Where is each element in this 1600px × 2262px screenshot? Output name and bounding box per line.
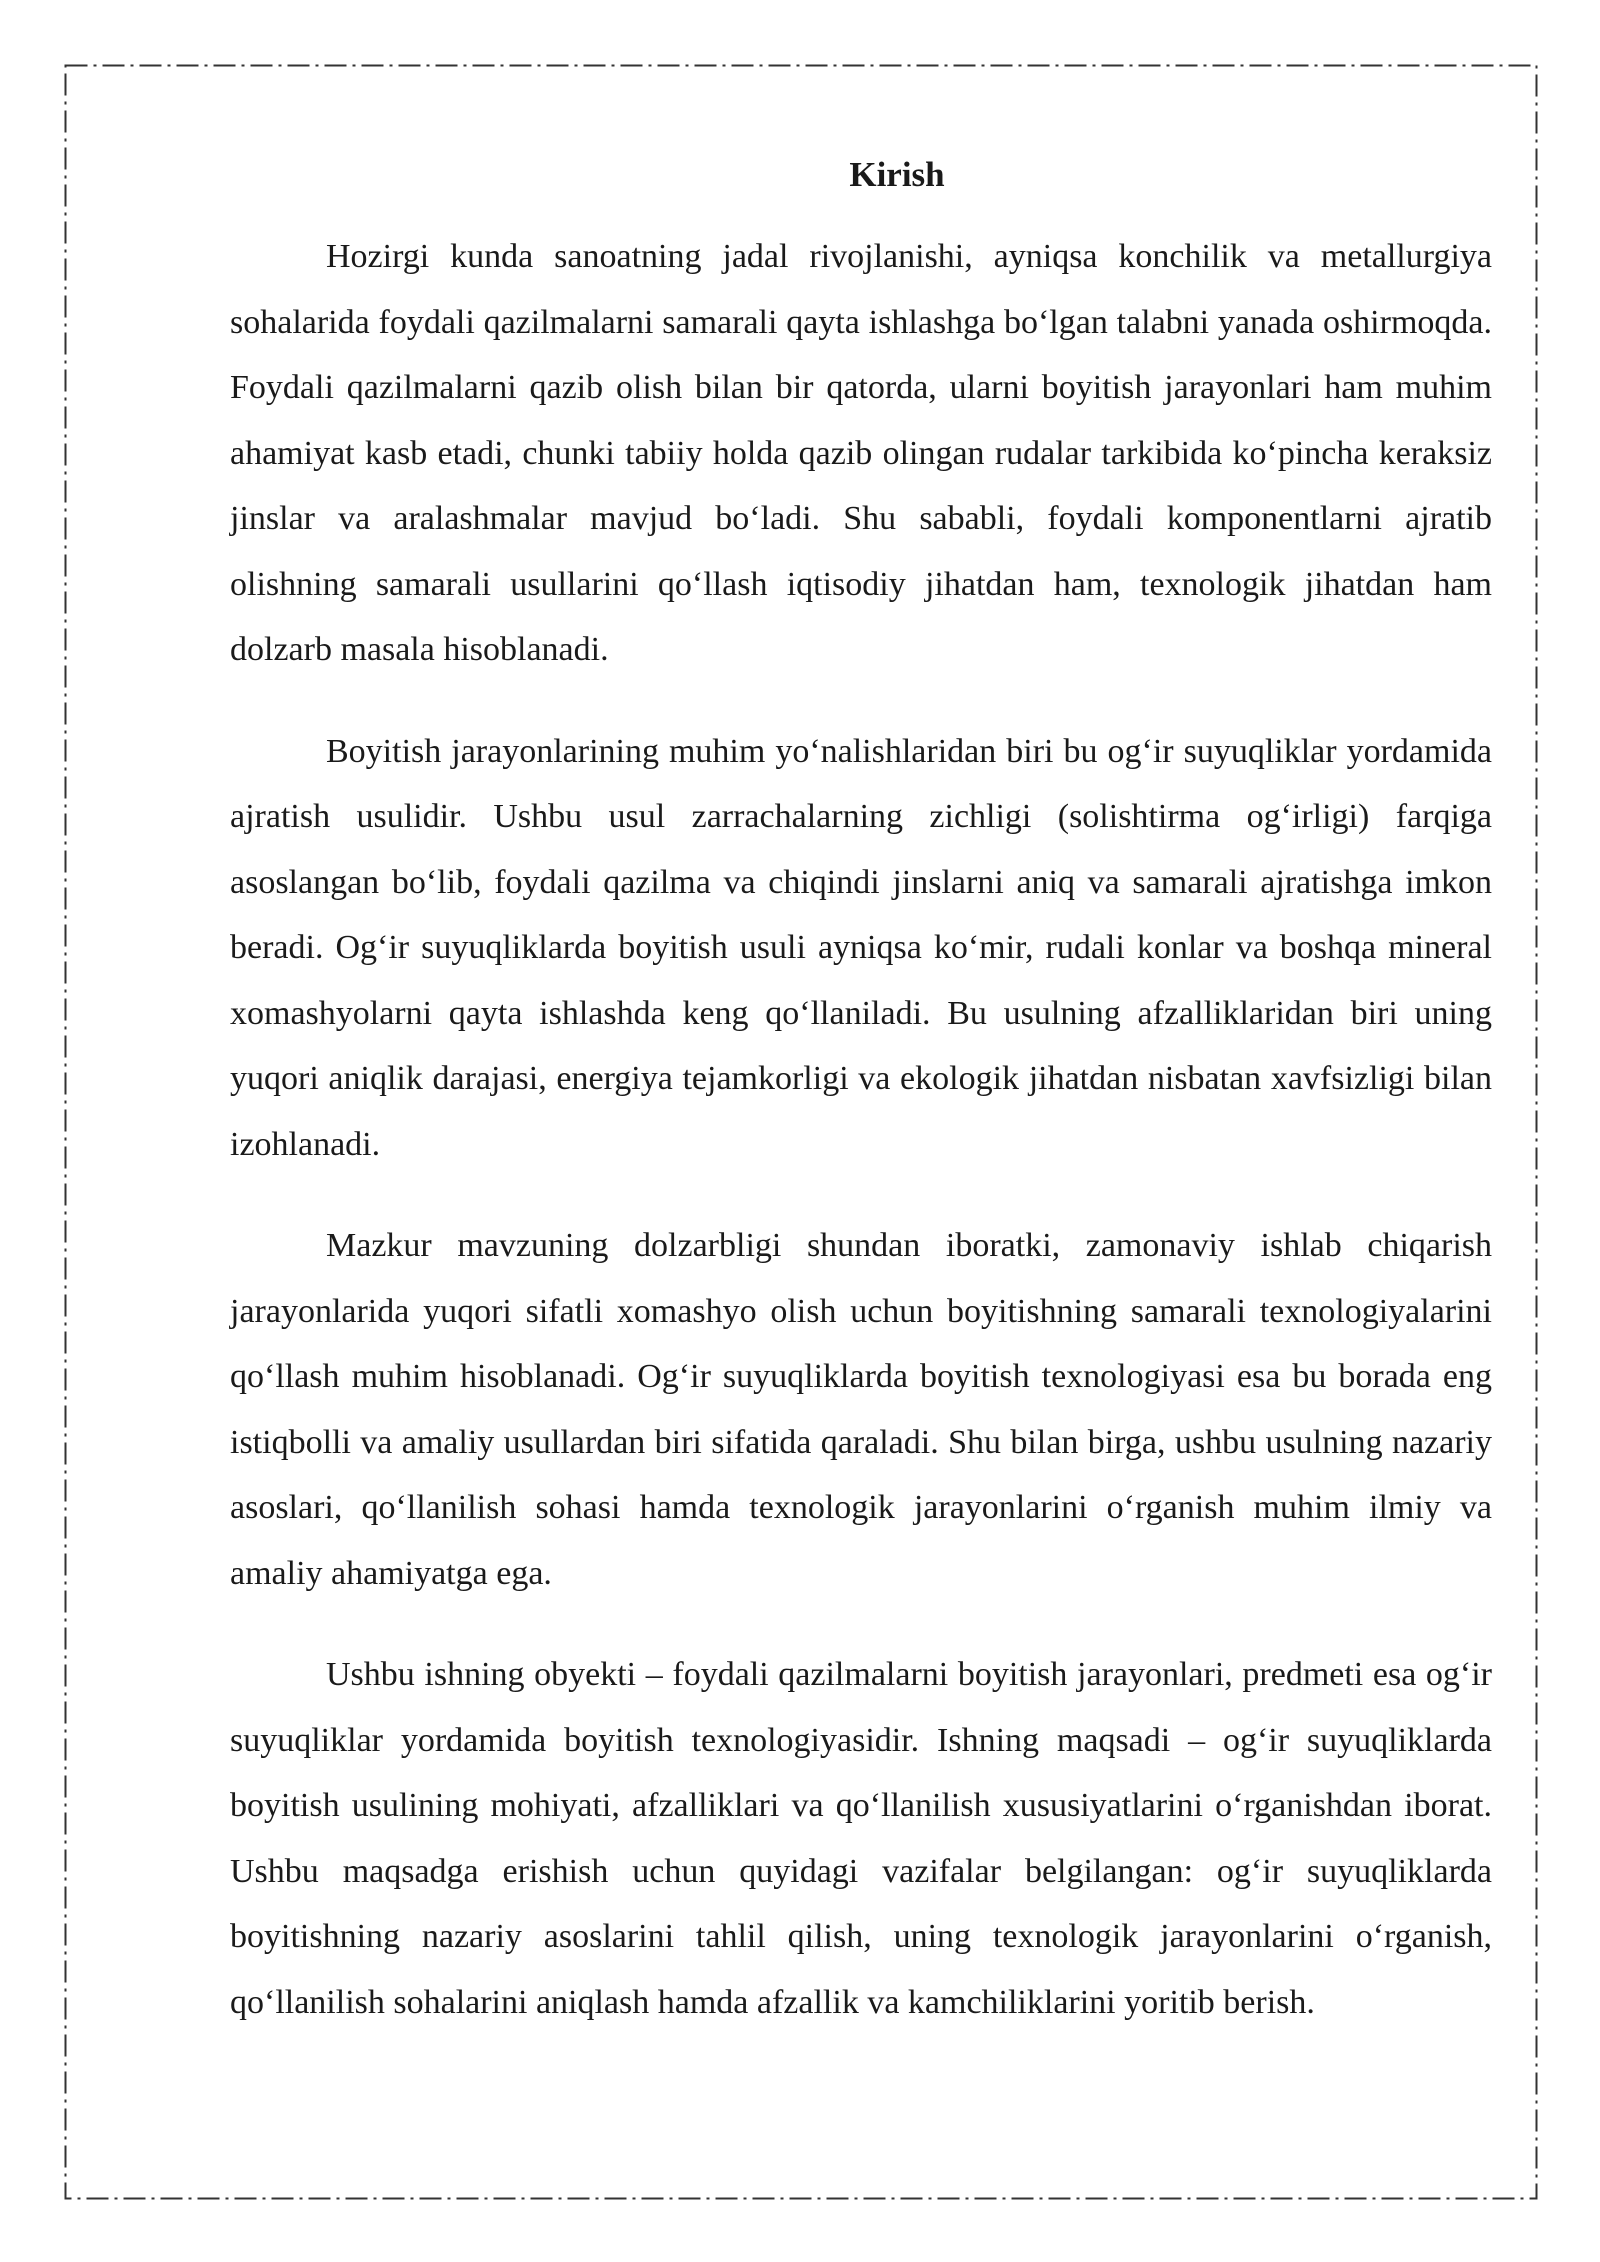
paragraph-2: Boyitish jarayonlarining muhim yo‘nalishlaridan biri bu og‘ir suyuqliklar yordamida ajratish usulidir. Ushbu usul zarrachalarning zichligi (solishtirma og‘irligi) farqiga asoslangan bo‘lib, foydali qazilma va chiqindi jinslarni aniq va samarali ajratishga imkon beradi. Og‘ir suyuqliklarda boyitish usuli ayniqsa ko‘mir, rudali konlar va boshqa mineral xomashyolarni qayta ishlashda keng qo‘llaniladi. Bu usulning afzalliklaridan biri uning yuqori aniqlik darajasi, energiya tejamkorligi va ekologik jihatdan nisbatan xavfsizligi bilan izohlanadi. — [230, 732, 1492, 1163]
paragraph-3: Mazkur mavzuning dolzarbligi shundan iboratki, zamonaviy ishlab chiqarish jarayonlarida yuqori sifatli xomashyo olish uchun boyitishning samarali texnologiyalarini qo‘llash muhim hisoblanadi. Og‘ir suyuqliklarda boyitish texnologiyasi esa bu borada eng istiqbolli va amaliy usullardan biri sifatida qaraladi. Shu bilan birga, ushbu usulning nazariy asoslari, qo‘llanilish sohasi hamda texnologik jarayonlarini o‘rganish muhim ilmiy va amaliy ahamiyatga ega. — [230, 1227, 1492, 1592]
document-body — [230, 150, 1492, 2071]
paragraph-4: Ushbu ishning obyekti – foydali qazilmalarni boyitish jarayonlari, predmeti esa og‘ir suyuqliklar yordamida boyitish texnologiyasidir. Ishning maqsadi – og‘ir suyuqliklarda boyitish usulining mohiyati, afzalliklari va qo‘llanilish xususiyatlarini o‘rganishdan iborat. Ushbu maqsadga erishish uchun quyidagi vazifalar belgilangan: og‘ir suyuqliklarda boyitishning nazariy asoslarini tahlil qilish, uning texnologik jarayonlarini o‘rganish, qo‘llanilish sohalarini aniqlash hamda afzallik va kamchiliklarini yoritib berish. — [230, 1656, 1492, 2021]
paragraph-1: Hozirgi kunda sanoatning jadal rivojlanishi, ayniqsa konchilik va metallurgiya sohalarida foydali qazilmalarni samarali qayta ishlashga bo‘lgan talabni yanada oshirmoqda. Foydali qazilmalarni qazib olish bilan bir qatorda, ularni boyitish jarayonlari ham muhim ahamiyat kasb etadi, chunki tabiiy holda qazib olingan rudalar tarkibida ko‘pincha keraksiz jinslar va aralashmalar mavjud bo‘ladi. Shu sababli, foydali komponentlarni ajratib olishning samarali usullarini qo‘llash iqtisodiy jihatdan ham, texnologik jihatdan ham dolzarb masala hisoblanadi. — [230, 238, 1492, 668]
page-title: Kirish — [849, 155, 945, 194]
